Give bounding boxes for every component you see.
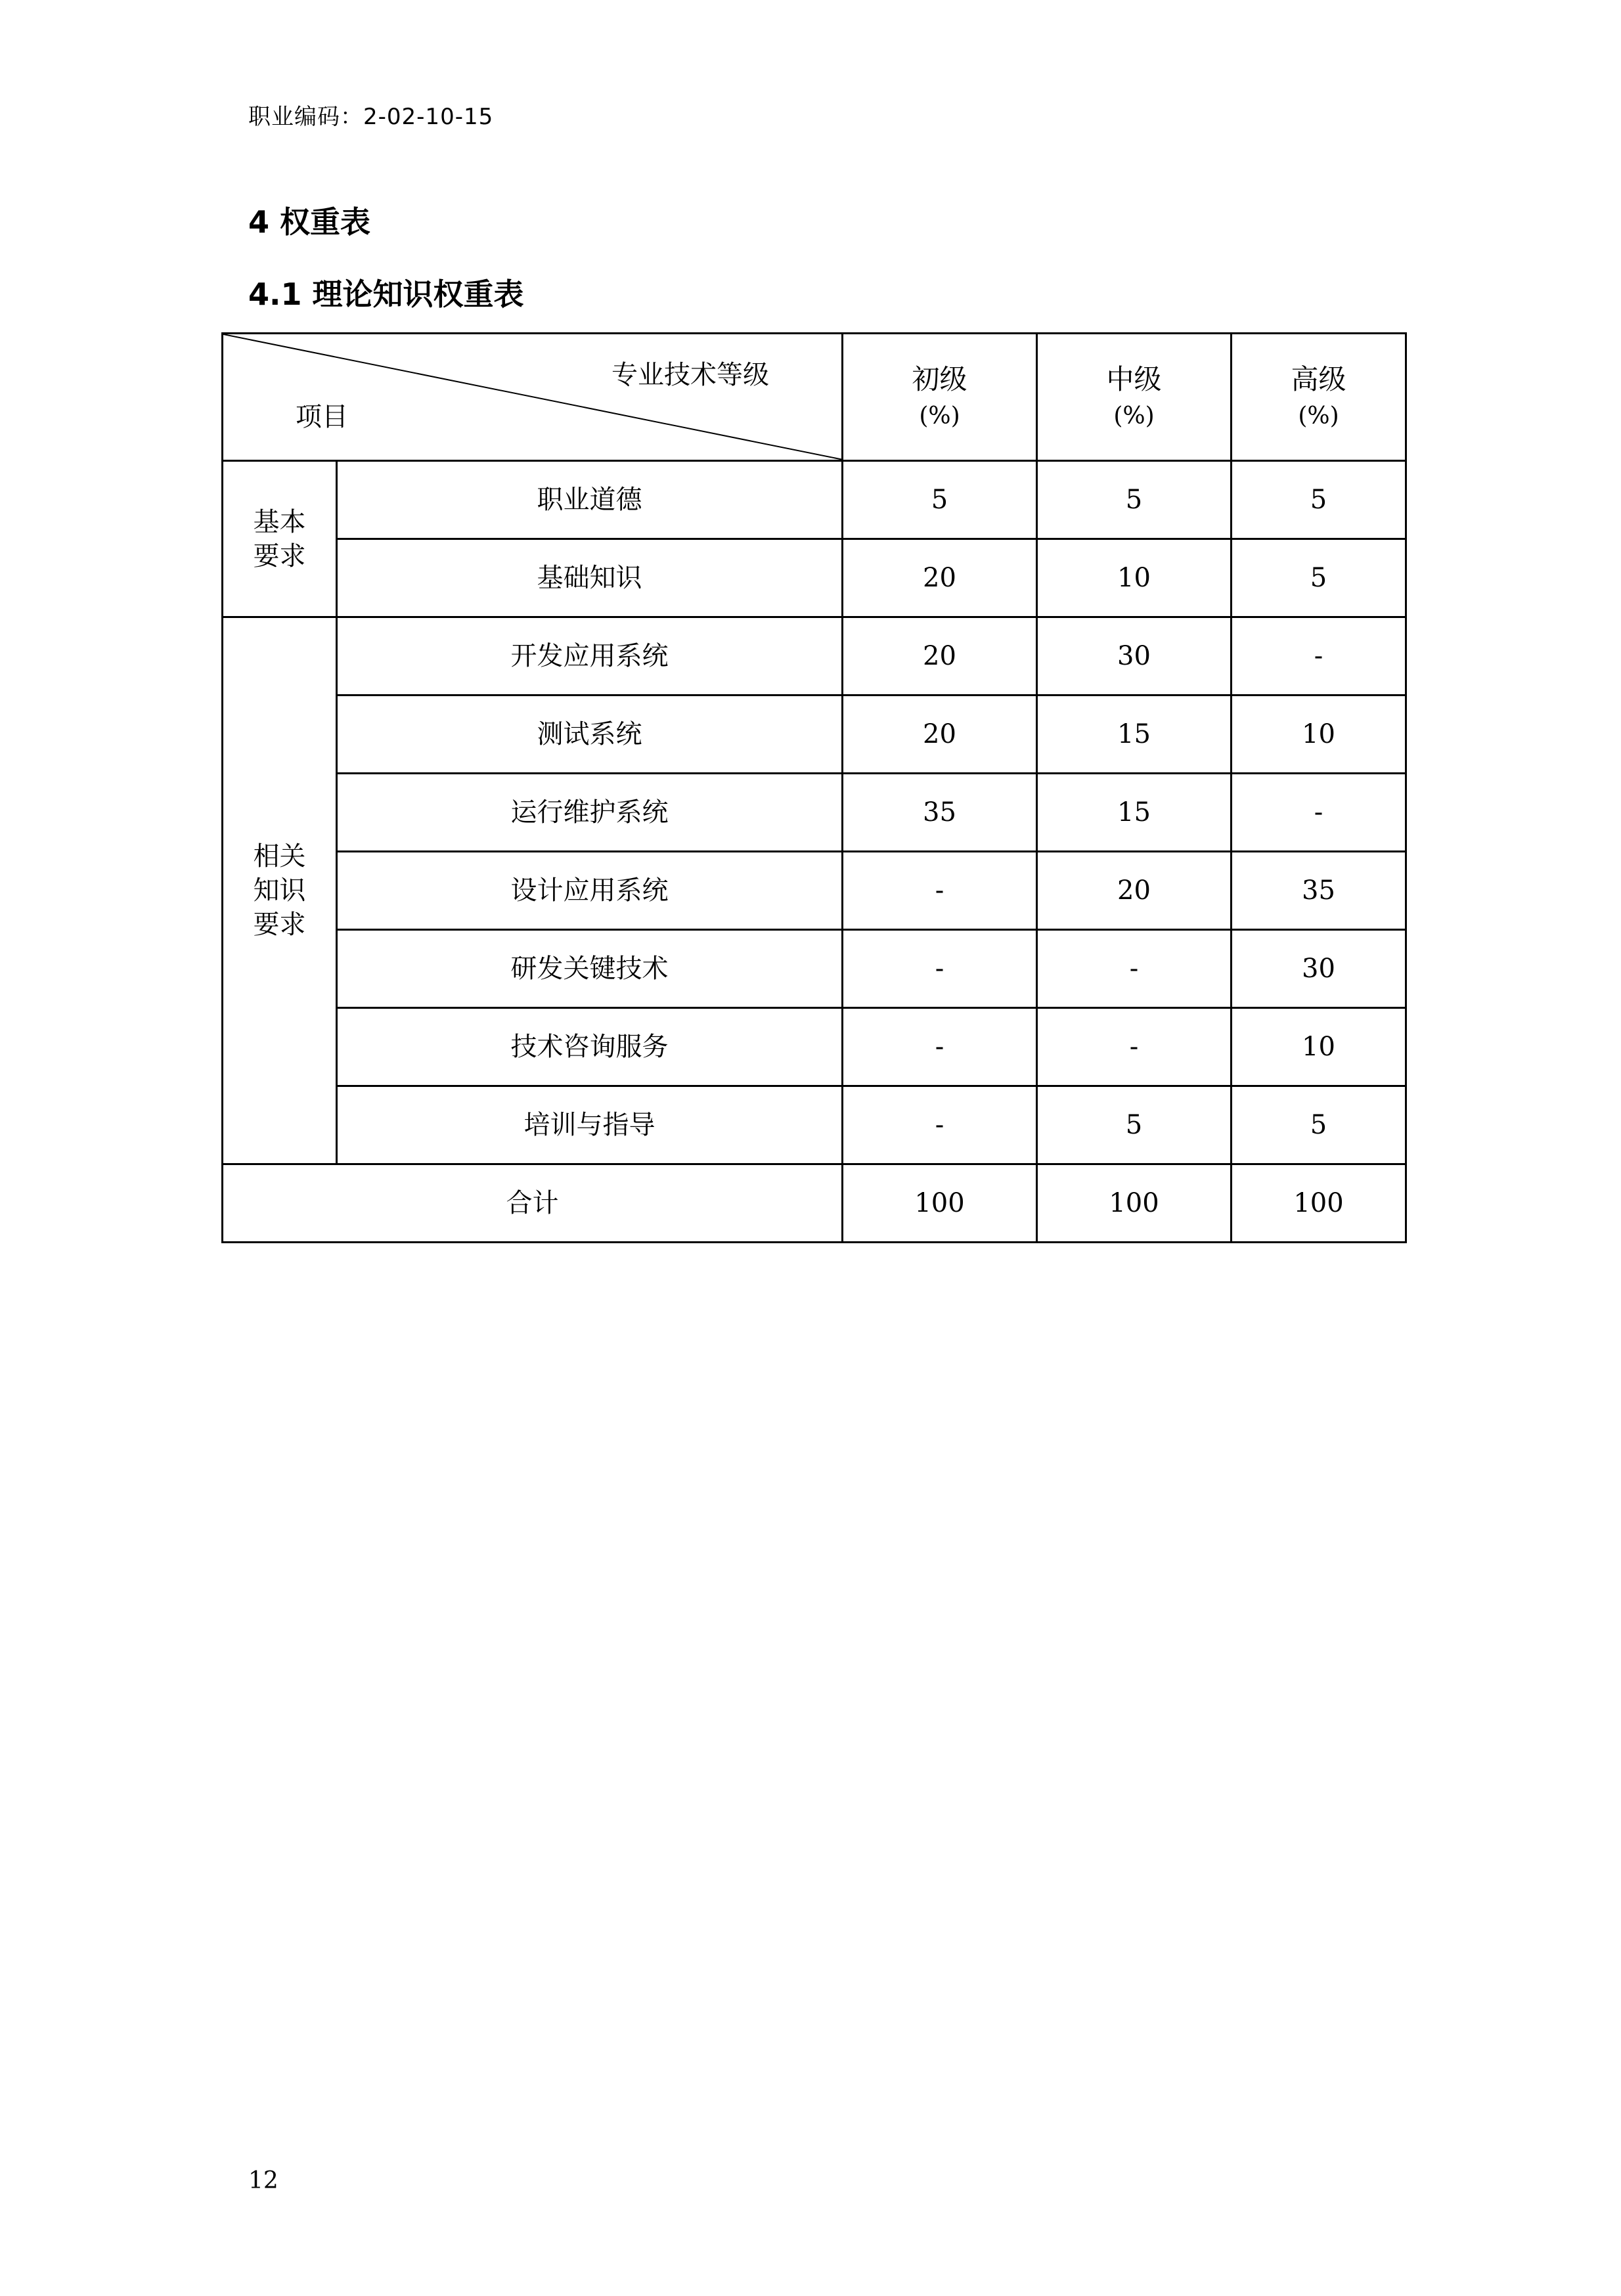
table-row bbox=[223, 461, 1406, 539]
row-item: 设计应用系统 bbox=[337, 852, 843, 930]
level-header-junior: 初级 (%) bbox=[843, 334, 1037, 461]
group-label-related: 相关 知识 要求 bbox=[223, 617, 337, 1164]
row-item: 运行维护系统 bbox=[337, 774, 843, 852]
row-value-junior: 5 bbox=[843, 461, 1037, 539]
row-item: 培训与指导 bbox=[337, 1086, 843, 1164]
group-label-basic: 基本 要求 bbox=[223, 461, 337, 617]
row-value-intermediate: 5 bbox=[1037, 461, 1232, 539]
row-value-junior: 20 bbox=[843, 695, 1037, 774]
level-header-senior: 高级 (%) bbox=[1232, 334, 1406, 461]
section-title: 4 权重表 bbox=[248, 204, 371, 240]
table-row bbox=[223, 930, 1406, 1008]
row-value-senior: - bbox=[1232, 774, 1406, 852]
diagonal-header-bottom: 项目 bbox=[296, 402, 348, 432]
row-item: 技术咨询服务 bbox=[337, 1008, 843, 1086]
row-value-intermediate: 30 bbox=[1037, 617, 1232, 695]
row-value-senior: 10 bbox=[1232, 695, 1406, 774]
row-value-intermediate: 5 bbox=[1037, 1086, 1232, 1164]
row-value-intermediate: 15 bbox=[1037, 774, 1232, 852]
occupation-code: 职业编码：2-02-10-15 bbox=[248, 104, 494, 130]
table-row bbox=[223, 1086, 1406, 1164]
row-item: 研发关键技术 bbox=[337, 930, 843, 1008]
table-row bbox=[223, 1008, 1406, 1086]
row-value-senior: 30 bbox=[1232, 930, 1406, 1008]
header-row bbox=[223, 334, 1406, 461]
row-value-junior: - bbox=[843, 1008, 1037, 1086]
row-value-junior: - bbox=[843, 930, 1037, 1008]
diagonal-header-cell bbox=[223, 334, 843, 461]
row-value-junior: - bbox=[843, 1086, 1037, 1164]
total-value-intermediate: 100 bbox=[1037, 1164, 1232, 1243]
row-value-junior: 20 bbox=[843, 539, 1037, 617]
row-value-senior: 5 bbox=[1232, 1086, 1406, 1164]
table-row bbox=[223, 539, 1406, 617]
row-value-intermediate: 10 bbox=[1037, 539, 1232, 617]
page-number: 12 bbox=[248, 2167, 278, 2194]
row-value-senior: - bbox=[1232, 617, 1406, 695]
row-value-senior: 35 bbox=[1232, 852, 1406, 930]
row-value-intermediate: 20 bbox=[1037, 852, 1232, 930]
total-value-junior: 100 bbox=[843, 1164, 1037, 1243]
row-value-senior: 5 bbox=[1232, 539, 1406, 617]
table-row bbox=[223, 695, 1406, 774]
row-item: 职业道德 bbox=[337, 461, 843, 539]
total-label: 合计 bbox=[223, 1164, 843, 1243]
row-value-intermediate: 15 bbox=[1037, 695, 1232, 774]
diagonal-line bbox=[223, 334, 843, 460]
table-row bbox=[223, 852, 1406, 930]
row-value-intermediate: - bbox=[1037, 1008, 1232, 1086]
diagonal-header-top: 专业技术等级 bbox=[611, 360, 769, 390]
row-item: 测试系统 bbox=[337, 695, 843, 774]
row-value-senior: 5 bbox=[1232, 461, 1406, 539]
weight-table bbox=[221, 332, 1407, 1243]
row-value-junior: - bbox=[843, 852, 1037, 930]
subsection-title: 4.1 理论知识权重表 bbox=[248, 276, 524, 312]
row-item: 开发应用系统 bbox=[337, 617, 843, 695]
total-value-senior: 100 bbox=[1232, 1164, 1406, 1243]
row-item: 基础知识 bbox=[337, 539, 843, 617]
table-row bbox=[223, 617, 1406, 695]
row-value-senior: 10 bbox=[1232, 1008, 1406, 1086]
row-value-intermediate: - bbox=[1037, 930, 1232, 1008]
table-row bbox=[223, 774, 1406, 852]
total-row bbox=[223, 1164, 1406, 1243]
row-value-junior: 20 bbox=[843, 617, 1037, 695]
level-header-intermediate: 中级 (%) bbox=[1037, 334, 1232, 461]
row-value-junior: 35 bbox=[843, 774, 1037, 852]
